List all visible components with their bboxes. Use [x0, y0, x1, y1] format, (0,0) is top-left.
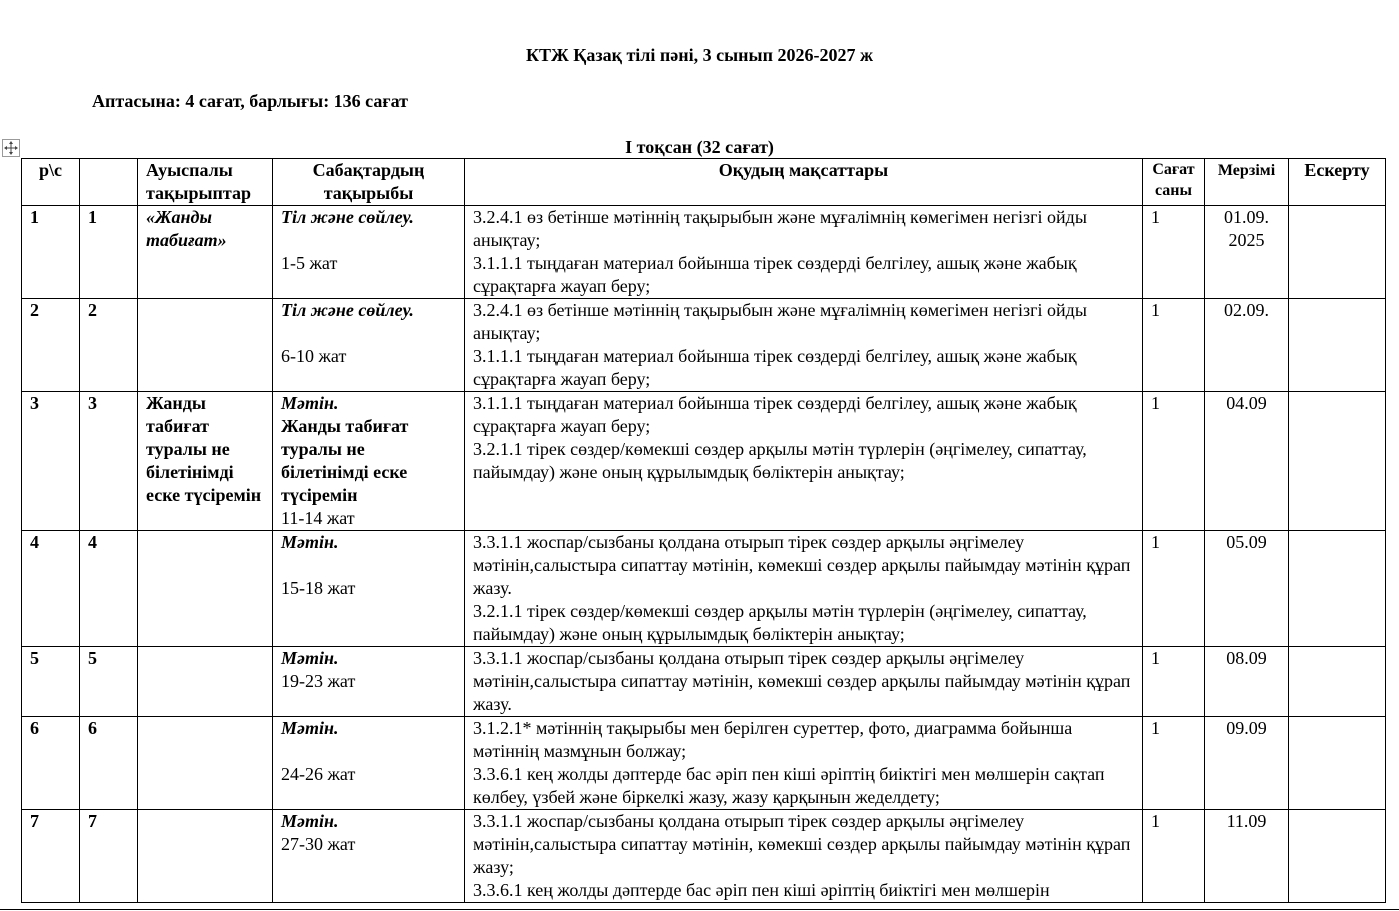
row-hours: 1 [1143, 810, 1205, 903]
lesson-title: Тіл және сөйлеу. [281, 300, 414, 320]
row-note [1289, 531, 1386, 647]
lesson-plan-table [21, 158, 1386, 903]
table-row [22, 392, 1386, 531]
row-theme [138, 717, 273, 810]
table-row [22, 299, 1386, 392]
row-date: 01.09. 2025 [1205, 206, 1289, 299]
goal-item: 3.1.1.1 тыңдаған материал бойынша тірек сөздерді белгілеу, ашық және жабық сұрақтарға жауап беру; [473, 253, 1077, 296]
table-row [22, 810, 1386, 903]
goal-item: 3.3.1.1 жоспар/сызбаны қолдана отырып тірек сөздер арқылы әңгімелеу мәтінін,салыстыра сипаттау мәтінін, көмекші сөздер арқылы пайымдау мәтінін құрап жазу; [473, 811, 1131, 877]
hours-summary: Аптасына: 4 сағат, барлығы: 136 сағат [92, 91, 408, 111]
row-goals [465, 531, 1143, 647]
lesson-pages: 1-5 жат [281, 253, 338, 273]
row-theme [138, 531, 273, 647]
goal-item: 3.3.6.1 кең жолды дәптерде бас әріп пен кіші әріптің биіктігі мен мөлшерін сақтап көлбеу, үзбей және біркелкі жазу, жазу қарқынын жеделдету; [473, 764, 1105, 807]
row-number-2: 5 [80, 647, 138, 717]
table-row [22, 717, 1386, 810]
lesson-title: Мәтін. [281, 648, 339, 668]
table-header-row [22, 159, 1386, 206]
goal-item: 3.3.6.1 кең жолды дәптерде бас әріп пен кіші әріптің биіктігі мен мөлшерін [473, 880, 1050, 900]
row-number-2: 1 [80, 206, 138, 299]
row-note [1289, 647, 1386, 717]
row-date: 11.09 [1205, 810, 1289, 903]
row-hours: 1 [1143, 531, 1205, 647]
row-goals [465, 810, 1143, 903]
goal-item: 3.2.4.1 өз бетінше мәтіннің тақырыбын және мұғалімнің көмегімен негізгі ойды анықтау; [473, 207, 1087, 250]
row-hours: 1 [1143, 392, 1205, 531]
row-number: 3 [22, 392, 80, 531]
row-number: 2 [22, 299, 80, 392]
row-lesson [273, 299, 465, 392]
lesson-pages: 11-14 жат [281, 508, 355, 528]
lesson-title: Мәтін. [281, 811, 339, 831]
row-note [1289, 717, 1386, 810]
row-lesson [273, 206, 465, 299]
row-hours: 1 [1143, 717, 1205, 810]
row-number-2: 4 [80, 531, 138, 647]
row-hours: 1 [1143, 299, 1205, 392]
row-note [1289, 392, 1386, 531]
row-number: 4 [22, 531, 80, 647]
goal-item: 3.2.1.1 тірек сөздер/көмекші сөздер арқылы мәтін түрлерін (әңгімелеу, сипаттау, пайымдау) және оның құрылымдық бөліктерін анықтау; [473, 601, 1087, 644]
row-theme: Жанды табиғат туралы не білетінімді еске түсіремін [138, 392, 273, 531]
row-theme [138, 647, 273, 717]
row-goals [465, 392, 1143, 531]
row-date: 08.09 [1205, 647, 1289, 717]
header-note: Ескерту [1289, 159, 1386, 206]
header-goals: Оқудың мақсаттары [465, 159, 1143, 206]
header-lesson: Сабақтардың тақырыбы [273, 159, 465, 206]
lesson-title: Тіл және сөйлеу. [281, 207, 414, 227]
lesson-title: Мәтін. [281, 393, 339, 413]
row-number: 6 [22, 717, 80, 810]
row-note [1289, 299, 1386, 392]
goal-item: 3.3.1.1 жоспар/сызбаны қолдана отырып тірек сөздер арқылы әңгімелеу мәтінін,салыстыра сипаттау мәтінін, көмекші сөздер арқылы пайымдау мәтінін құрап жазу. [473, 648, 1131, 714]
row-theme [138, 299, 273, 392]
lesson-pages: 27-30 жат [281, 834, 356, 854]
table-row [22, 206, 1386, 299]
row-number-2: 3 [80, 392, 138, 531]
row-number-2: 6 [80, 717, 138, 810]
row-lesson [273, 647, 465, 717]
lesson-pages: 19-23 жат [281, 671, 356, 691]
row-lesson [273, 531, 465, 647]
row-goals [465, 206, 1143, 299]
row-number: 7 [22, 810, 80, 903]
lesson-pages: 24-26 жат [281, 764, 356, 784]
row-hours: 1 [1143, 206, 1205, 299]
row-theme [138, 810, 273, 903]
row-note [1289, 810, 1386, 903]
lesson-pages: 15-18 жат [281, 578, 356, 598]
row-goals [465, 717, 1143, 810]
table-row [22, 531, 1386, 647]
row-lesson [273, 717, 465, 810]
goal-item: 3.1.1.1 тыңдаған материал бойынша тірек сөздерді белгілеу, ашық және жабық сұрақтарға жауап беру; [473, 393, 1077, 436]
lesson-title: Мәтін. [281, 532, 339, 552]
row-number-2: 2 [80, 299, 138, 392]
row-goals [465, 299, 1143, 392]
header-number-2 [80, 159, 138, 206]
row-lesson [273, 392, 465, 531]
header-theme: Ауыспалы тақырыптар [138, 159, 273, 206]
table-row [22, 647, 1386, 717]
document-title: КТЖ Қазақ тілі пәні, 3 сынып 2026-2027 ж [525, 45, 874, 65]
row-date: 05.09 [1205, 531, 1289, 647]
header-date: Мерзімі [1205, 159, 1289, 206]
header-hours: Сағат саны [1143, 159, 1205, 206]
lesson-title: Мәтін. [281, 718, 339, 738]
quarter-heading: І тоқсан (32 сағат) [625, 137, 774, 157]
goal-item: 3.1.2.1* мәтіннің тақырыбы мен берілген суреттер, фото, диаграмма бойынша мәтіннің мазмұнын болжау; [473, 718, 1073, 761]
row-number-2: 7 [80, 810, 138, 903]
page-bottom-border [0, 909, 1399, 910]
row-goals [465, 647, 1143, 717]
row-lesson [273, 810, 465, 903]
row-note [1289, 206, 1386, 299]
lesson-pages: 6-10 жат [281, 346, 347, 366]
row-number: 1 [22, 206, 80, 299]
goal-item: 3.3.1.1 жоспар/сызбаны қолдана отырып тірек сөздер арқылы әңгімелеу мәтінін,салыстыра сипаттау мәтінін, көмекші сөздер арқылы пайымдау мәтінін құрап жазу. [473, 532, 1131, 598]
row-date: 04.09 [1205, 392, 1289, 531]
header-number: р\с [22, 159, 80, 206]
row-hours: 1 [1143, 647, 1205, 717]
row-theme: «Жанды табиғат» [138, 206, 273, 299]
row-date: 09.09 [1205, 717, 1289, 810]
goal-item: 3.2.1.1 тірек сөздер/көмекші сөздер арқылы мәтін түрлерін (әңгімелеу, сипаттау, пайымдау) және оның құрылымдық бөліктерін анықтау; [473, 439, 1087, 482]
lesson-subtitle: Жанды табиғат туралы не білетінімді еске түсіремін [281, 416, 409, 505]
goal-item: 3.2.4.1 өз бетінше мәтіннің тақырыбын және мұғалімнің көмегімен негізгі ойды анықтау; [473, 300, 1087, 343]
row-number: 5 [22, 647, 80, 717]
goal-item: 3.1.1.1 тыңдаған материал бойынша тірек сөздерді белгілеу, ашық және жабық сұрақтарға жауап беру; [473, 346, 1077, 389]
row-date: 02.09. [1205, 299, 1289, 392]
